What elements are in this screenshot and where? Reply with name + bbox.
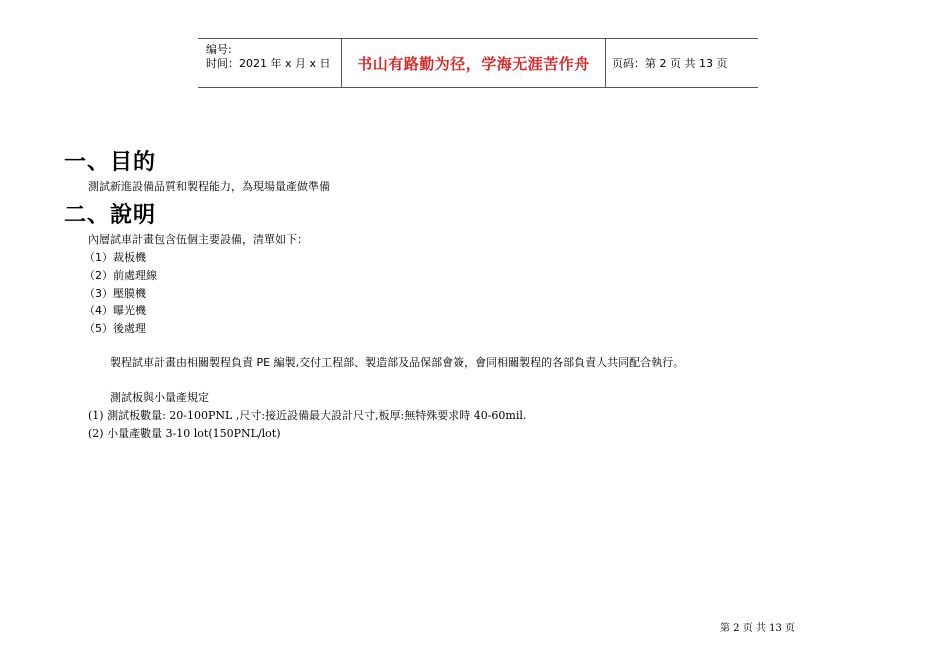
header-right-cell — [606, 39, 758, 87]
page-header — [198, 38, 758, 88]
test-board-subheading: 測試板與小量產規定 — [110, 391, 209, 404]
equipment-item-4: （4）曝光機 — [84, 304, 146, 317]
section-1-body: 測試新進設備品質和製程能力，為現場量產做準備 — [88, 180, 330, 193]
header-motto: 书山有路勤为径，学海无涯苦作舟 — [357, 54, 590, 73]
equipment-item-3: （3）壓膜機 — [84, 287, 146, 300]
footer-page-number: 第 2 页 共 13 页 — [720, 623, 795, 634]
equipment-item-2: （2）前處理線 — [84, 269, 157, 282]
header-motto-cell — [341, 39, 606, 87]
plan-paragraph: 製程試車計畫由相關製程負責 PE 編製,交付工程部、製造部及品保部會簽，會同相關製程的各部負責人共同配合執行。 — [110, 356, 685, 369]
rule-item-1: (1) 測試板數量: 20-100PNL ,尺寸:接近設備最大設計尺寸,板厚:無特殊要求時 40-60mil. — [88, 409, 527, 422]
equipment-item-1: （1）裁板機 — [84, 251, 146, 264]
header-left-cell — [198, 39, 341, 87]
header-time-label: 时间：2021 年 x 月 x 日 — [206, 57, 331, 70]
equipment-item-5: （5）後處理 — [84, 322, 146, 335]
section-2-intro: 內層試車計畫包含伍個主要設備，清單如下： — [88, 233, 308, 246]
section-2-heading: 二、說明 — [64, 203, 157, 228]
rule-item-2: (2) 小量產數量 3-10 lot(150PNL/lot) — [88, 427, 281, 440]
header-page-code: 页码：第 2 页 共 13 页 — [612, 57, 728, 70]
header-number-label: 编号: — [206, 43, 232, 56]
section-1-heading: 一、目的 — [64, 150, 157, 175]
